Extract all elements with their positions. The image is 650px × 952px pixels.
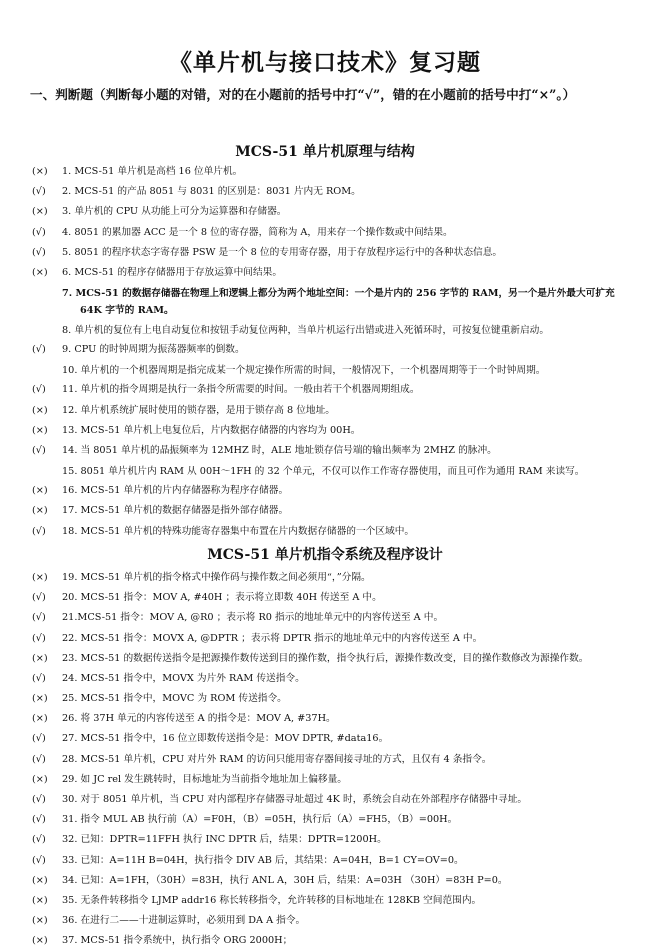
answer-mark (32, 285, 62, 302)
question-text: 35. 无条件转移指令 LJMP addr16 称长转移指令，允许转移的目标地址在 128KB 空间范围内。 (62, 895, 482, 907)
question-text: 17. MCS-51 单片机的数据存储器是指外部存储器。 (62, 505, 289, 517)
question-item (32, 810, 624, 830)
answer-mark: (×) (32, 773, 48, 785)
question-text: 31. 指令 MUL AB 执行前（A）=F0H，（B）=05H，执行后（A）=FH5，（B）=00H。 (62, 814, 458, 826)
question-text: 27. MCS-51 指令中，16 位立即数传送指令是：MOV DPTR, #data16。 (62, 733, 389, 745)
question-item (32, 669, 624, 689)
question-text: 7. MCS-51 的数据存储器在物理上和逻辑上都分为两个地址空间：一个是片内的 256 字节的 RAM，另一个是片外最大可扩充 64K 字节的 RAM。 (62, 287, 615, 316)
question-list-structure (32, 162, 624, 542)
question-item (32, 729, 624, 749)
question-text: 26. 将 37H 单元的内容传送至 A 的指令是：MOV A, #37H。 (62, 713, 336, 725)
question-item (32, 522, 624, 542)
question-text: 19. MCS-51 单片机的指令格式中操作码与操作数之间必须用“，”分隔。 (62, 572, 371, 583)
question-item (32, 202, 624, 222)
question-text: 23. MCS-51 的数据传送指令是把源操作数传送到目的操作数，指令执行后，源操作数改变，目的操作数修改为源操作数。 (62, 653, 589, 665)
answer-mark: (√) (32, 814, 46, 826)
question-item (32, 931, 624, 951)
question-item (32, 162, 624, 182)
question-text: 2. MCS-51 的产品 8051 与 8031 的区别是：8031 片内无 ROM。 (62, 186, 361, 198)
answer-mark: (×) (32, 653, 48, 665)
question-text: 4. 8051 的累加器 ACC 是一个 8 位的寄存器，简称为 A，用来存一个操作数或中间结果。 (62, 226, 453, 238)
answer-mark: (√) (32, 525, 46, 537)
answer-mark: (√) (32, 753, 46, 765)
question-text: 9. CPU 的时钟周期为振荡器频率的倒数。 (62, 344, 245, 356)
answer-mark (32, 322, 62, 339)
answer-mark: (√) (32, 733, 46, 745)
question-text: 29. 如 JC rel 发生跳转时，目标地址为当前指令地址加上偏移量。 (62, 773, 347, 785)
answer-mark: (×) (32, 485, 48, 497)
question-text: 16. MCS-51 单片机的片内存储器称为程序存储器。 (62, 485, 289, 497)
answer-mark: (×) (32, 693, 48, 705)
question-item (32, 340, 624, 360)
question-text: 37. MCS-51 指令系统中，执行指令 ORG 2000H； (62, 935, 293, 947)
question-item (32, 709, 624, 729)
answer-mark (32, 362, 62, 379)
question-text: 10. 单片机的一个机器周期是指完成某一个规定操作所需的时间，一般情况下，一个机器周期等于一个时钟周期。 (62, 364, 546, 376)
answer-mark: (√) (32, 854, 46, 866)
question-item (32, 481, 624, 501)
question-text: 1. MCS-51 单片机是高档 16 位单片机。 (62, 166, 243, 177)
question-item (32, 360, 624, 380)
answer-mark: (√) (32, 672, 46, 684)
question-item (32, 243, 624, 263)
question-text: 14. 当 8051 单片机的晶振频率为 12MHZ 时，ALE 地址锁存信号端的输出频率为 2MHZ 的脉冲。 (62, 445, 497, 457)
question-item (32, 283, 624, 320)
question-item (32, 871, 624, 891)
answer-mark: (×) (32, 915, 48, 927)
question-text: 30. 对于 8051 单片机，当 CPU 对内部程序存储器寻址超过 4K 时，系统会自动在外部程序存储器中寻址。 (62, 794, 528, 806)
question-text: 18. MCS-51 单片机的特殊功能寄存器集中布置在片内数据存储器的一个区域中。 (62, 525, 415, 537)
answer-mark: (×) (32, 206, 48, 218)
question-text: 25. MCS-51 指令中，MOVC 为 ROM 传送指令。 (62, 693, 287, 705)
answer-mark: (√) (32, 186, 46, 198)
answer-mark: (√) (32, 834, 46, 846)
answer-mark: (×) (32, 267, 48, 279)
question-list-instructions (32, 568, 624, 952)
question-item (32, 421, 624, 441)
answer-mark: (×) (32, 505, 48, 517)
question-item (32, 182, 624, 202)
question-item (32, 649, 624, 669)
question-item (32, 263, 624, 283)
question-text: 36. 在进行二——十进制运算时，必须用到 DA A 指令。 (62, 915, 306, 927)
answer-mark: (×) (32, 166, 48, 177)
question-item (32, 770, 624, 790)
question-item (32, 568, 624, 588)
question-item (32, 223, 624, 243)
document-title: 《单片机与接口技术》复习题 (169, 50, 481, 76)
question-text: 3. 单片机的 CPU 从功能上可分为运算器和存储器。 (62, 206, 287, 218)
question-item (32, 441, 624, 461)
answer-mark: (√) (32, 794, 46, 806)
answer-mark: (×) (32, 874, 48, 886)
answer-mark: (×) (32, 404, 48, 416)
question-item (32, 401, 624, 421)
question-text: 11. 单片机的指令周期是执行一条指令所需要的时间。一般由若干个机器周期组成。 (62, 384, 420, 396)
answer-mark: (√) (32, 246, 46, 258)
question-item (32, 851, 624, 871)
answer-mark: (×) (32, 572, 48, 583)
answer-mark: (√) (32, 226, 46, 238)
answer-mark: (√) (32, 344, 46, 356)
question-item (32, 608, 624, 628)
question-text: 13. MCS-51 单片机上电复位后，片内数据存储器的内容均为 00H。 (62, 424, 361, 436)
question-text: 5. 8051 的程序状态字寄存器 PSW 是一个 8 位的专用寄存器，用于存放程序运行中的各种状态信息。 (62, 246, 503, 258)
question-item (32, 790, 624, 810)
question-text: 32. 已知：DPTR=11FFH 执行 INC DPTR 后，结果：DPTR=1200H。 (62, 834, 387, 846)
question-item (32, 891, 624, 911)
question-text: 22. MCS-51 指令：MOVX A, @DPTR ；表示将 DPTR 指示的地址单元中的内容传送至 A 中。 (62, 632, 483, 644)
question-text: 28. MCS-51 单片机，CPU 对片外 RAM 的访问只能用寄存器间接寻址的方式，且仅有 4 条指令。 (62, 753, 492, 765)
question-text: 20. MCS-51 指令：MOV A, #40H ；表示将立即数 40H 传送至 A 中。 (62, 592, 382, 604)
answer-mark: (×) (32, 935, 48, 947)
answer-mark: (√) (32, 592, 46, 604)
question-item (32, 911, 624, 931)
question-text: 21.MCS-51 指令：MOV A, @R0 ；表示将 R0 指示的地址单元中的内容传送至 A 中。 (62, 612, 444, 624)
section-heading-structure: MCS-51 单片机原理与结构 (235, 144, 415, 160)
question-item (32, 830, 624, 850)
answer-mark: (√) (32, 632, 46, 644)
answer-mark: (√) (32, 384, 46, 396)
question-item (32, 750, 624, 770)
question-text: 34. 已知：A=1FH，（30H）=83H，执行 ANL A，30H 后，结果：A=03H （30H）=83H P=0。 (62, 874, 508, 886)
question-item (32, 320, 624, 340)
question-text: 6. MCS-51 的程序存储器用于存放运算中间结果。 (62, 267, 283, 279)
answer-mark: (×) (32, 713, 48, 725)
question-item (32, 629, 624, 649)
question-item (32, 588, 624, 608)
question-item (32, 380, 624, 400)
question-text: 8. 单片机的复位有上电自动复位和按钮手动复位两种，当单片机运行出错或进入死循环时，可按复位键重新启动。 (62, 324, 550, 336)
question-text: 24. MCS-51 指令中，MOVX 为片外 RAM 传送指令。 (62, 672, 305, 684)
answer-mark (32, 463, 62, 480)
question-text: 12. 单片机系统扩展时使用的锁存器，是用于锁存高 8 位地址。 (62, 404, 335, 416)
section-heading-instructions: MCS-51 单片机指令系统及程序设计 (207, 547, 443, 563)
answer-mark: (√) (32, 445, 46, 457)
question-text: 33. 已知：A=11H B=04H，执行指令 DIV AB 后，其结果：A=04H，B=1 CY=OV=0。 (62, 854, 464, 866)
answer-mark: (×) (32, 895, 48, 907)
answer-mark: (×) (32, 424, 48, 436)
answer-mark: (√) (32, 612, 46, 624)
question-item (32, 689, 624, 709)
question-item (32, 501, 624, 521)
question-text: 15. 8051 单片机片内 RAM 从 00H～1FH 的 32 个单元，不仅可以作工作寄存器使用，而且可作为通用 RAM 来读写。 (62, 465, 585, 477)
question-item (32, 461, 624, 481)
section-intro: 一、判断题（判断每小题的对错，对的在小题前的括号中打“√”，错的在小题前的括号中打“×”。） (30, 87, 576, 102)
